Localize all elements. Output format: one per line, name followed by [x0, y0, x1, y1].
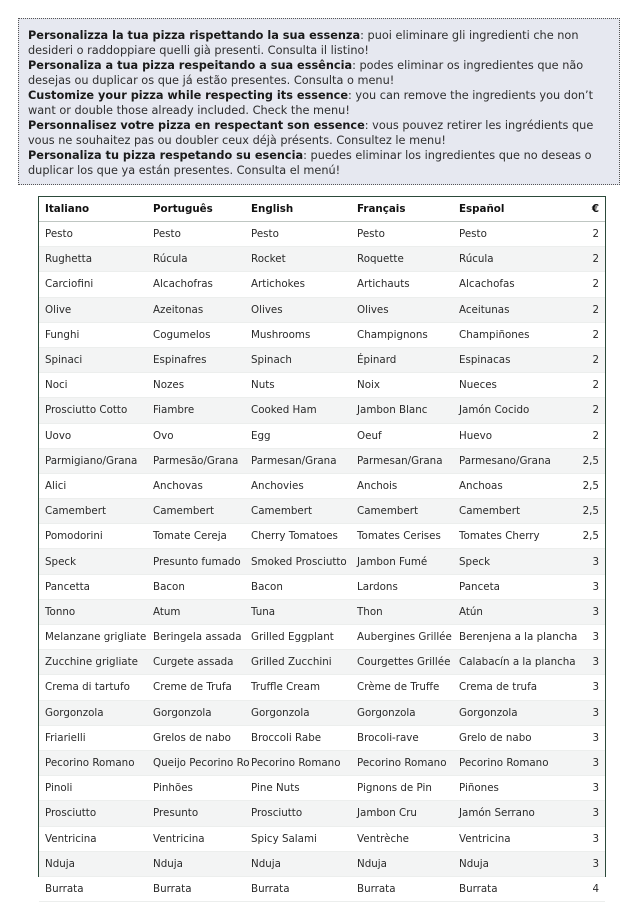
cell-price: 2	[564, 347, 605, 372]
cell-price: 3	[564, 599, 605, 624]
cell-portuguese: Presunto fumado	[147, 549, 245, 574]
cell-english: Pesto	[245, 222, 351, 247]
cell-spanish: Huevo	[453, 423, 564, 448]
cell-spanish: Espinacas	[453, 347, 564, 372]
cell-price: 2	[564, 373, 605, 398]
cell-italian: Ventricina	[39, 826, 147, 851]
cell-portuguese: Beringela assada	[147, 625, 245, 650]
table-row	[39, 876, 605, 901]
column-header-price: €	[564, 197, 605, 222]
cell-french: Jambon Cru	[351, 801, 453, 826]
cell-price: 4	[564, 876, 605, 901]
cell-spanish: Rúcula	[453, 247, 564, 272]
cell-portuguese: Parmesão/Grana	[147, 448, 245, 473]
cell-french: Gorgonzola	[351, 700, 453, 725]
cell-italian: Spinaci	[39, 347, 147, 372]
cell-price: 3	[564, 851, 605, 876]
table-row	[39, 322, 605, 347]
cell-english: Bacon	[245, 574, 351, 599]
cell-english: Cooked Ham	[245, 398, 351, 423]
cell-english: Nduja	[245, 851, 351, 876]
cell-spanish: Panceta	[453, 574, 564, 599]
cell-spanish: Piñones	[453, 776, 564, 801]
cell-french: Burrata	[351, 876, 453, 901]
cell-portuguese: Anchovas	[147, 473, 245, 498]
cell-italian: Pancetta	[39, 574, 147, 599]
cell-price: 3	[564, 801, 605, 826]
cell-price: 2,5	[564, 499, 605, 524]
cell-portuguese: Burrata	[147, 876, 245, 901]
cell-italian: Pecorino Romano	[39, 750, 147, 775]
cell-portuguese: Rúcula	[147, 247, 245, 272]
cell-french: Thon	[351, 599, 453, 624]
table-row	[39, 826, 605, 851]
cell-italian: Camembert	[39, 499, 147, 524]
cell-portuguese: Ovo	[147, 423, 245, 448]
cell-price: 3	[564, 700, 605, 725]
cell-english: Olives	[245, 297, 351, 322]
table-row	[39, 247, 605, 272]
cell-price: 2	[564, 272, 605, 297]
cell-price: 2	[564, 322, 605, 347]
table-row	[39, 549, 605, 574]
cell-french: Pecorino Romano	[351, 750, 453, 775]
cell-portuguese: Presunto	[147, 801, 245, 826]
cell-english: Prosciutto	[245, 801, 351, 826]
cell-italian: Melanzane grigliate	[39, 625, 147, 650]
cell-price: 3	[564, 675, 605, 700]
cell-portuguese: Ventricina	[147, 826, 245, 851]
cell-portuguese: Gorgonzola	[147, 700, 245, 725]
cell-french: Tomates Cerises	[351, 524, 453, 549]
cell-french: Courgettes Grillée	[351, 650, 453, 675]
table-row	[39, 801, 605, 826]
cell-spanish: Jamón Cocido	[453, 398, 564, 423]
cell-italian: Nduja	[39, 851, 147, 876]
cell-price: 3	[564, 725, 605, 750]
cell-price: 2,5	[564, 473, 605, 498]
cell-french: Pesto	[351, 222, 453, 247]
customization-notice	[18, 18, 620, 185]
cell-english: Cherry Tomatoes	[245, 524, 351, 549]
cell-italian: Noci	[39, 373, 147, 398]
table-row	[39, 448, 605, 473]
table-row	[39, 398, 605, 423]
cell-portuguese: Pinhões	[147, 776, 245, 801]
cell-english: Spicy Salami	[245, 826, 351, 851]
cell-portuguese: Pesto	[147, 222, 245, 247]
cell-spanish: Ventricina	[453, 826, 564, 851]
cell-french: Épinard	[351, 347, 453, 372]
column-header-portuguese: Português	[147, 197, 245, 222]
cell-spanish: Speck	[453, 549, 564, 574]
cell-price: 2	[564, 423, 605, 448]
cell-italian: Olive	[39, 297, 147, 322]
cell-portuguese: Tomate Cereja	[147, 524, 245, 549]
cell-spanish: Pecorino Romano	[453, 750, 564, 775]
cell-italian: Pinoli	[39, 776, 147, 801]
cell-english: Broccoli Rabe	[245, 725, 351, 750]
table-row	[39, 373, 605, 398]
table-row	[39, 423, 605, 448]
cell-portuguese: Azeitonas	[147, 297, 245, 322]
cell-french: Jambon Fumé	[351, 549, 453, 574]
cell-french: Anchois	[351, 473, 453, 498]
table-row	[39, 851, 605, 876]
cell-price: 3	[564, 750, 605, 775]
table-row	[39, 272, 605, 297]
cell-french: Nduja	[351, 851, 453, 876]
cell-portuguese: Nduja	[147, 851, 245, 876]
cell-french: Roquette	[351, 247, 453, 272]
cell-italian: Speck	[39, 549, 147, 574]
notice-french: Personnalisez votre pizza en respectant son essence: vous pouvez retirer les ingrédients que vous ne souhaitez pas ou doubler ceux déjà présents. Consultez le menu!	[28, 119, 594, 147]
cell-price: 3	[564, 776, 605, 801]
table-row	[39, 700, 605, 725]
cell-english: Egg	[245, 423, 351, 448]
notice-spanish: Personaliza tu pizza respetando su esencia: puedes eliminar los ingredientes que no deseas o duplicar los que ya están presentes. Consulta el menú!	[28, 149, 592, 177]
notice-english: Customize your pizza while respecting its essence: you can remove the ingredients you don’t want or double those already included. Check the menu!	[28, 89, 594, 117]
cell-spanish: Berenjena a la plancha	[453, 625, 564, 650]
cell-price: 2	[564, 222, 605, 247]
cell-english: Anchovies	[245, 473, 351, 498]
cell-english: Gorgonzola	[245, 700, 351, 725]
cell-spanish: Parmesano/Grana	[453, 448, 564, 473]
cell-portuguese: Atum	[147, 599, 245, 624]
cell-price: 3	[564, 625, 605, 650]
cell-spanish: Calabacín a la plancha	[453, 650, 564, 675]
table-row	[39, 675, 605, 700]
table-row	[39, 650, 605, 675]
cell-english: Camembert	[245, 499, 351, 524]
cell-french: Camembert	[351, 499, 453, 524]
cell-spanish: Burrata	[453, 876, 564, 901]
cell-english: Pine Nuts	[245, 776, 351, 801]
cell-spanish: Pesto	[453, 222, 564, 247]
cell-portuguese: Camembert	[147, 499, 245, 524]
cell-spanish: Tomates Cherry	[453, 524, 564, 549]
cell-english: Rocket	[245, 247, 351, 272]
cell-french: Jambon Blanc	[351, 398, 453, 423]
cell-french: Lardons	[351, 574, 453, 599]
cell-spanish: Champiñones	[453, 322, 564, 347]
cell-portuguese: Bacon	[147, 574, 245, 599]
cell-spanish: Anchoas	[453, 473, 564, 498]
cell-italian: Pesto	[39, 222, 147, 247]
cell-french: Oeuf	[351, 423, 453, 448]
cell-price: 2	[564, 398, 605, 423]
cell-english: Smoked Prosciutto	[245, 549, 351, 574]
cell-spanish: Grelo de nabo	[453, 725, 564, 750]
cell-french: Pignons de Pin	[351, 776, 453, 801]
cell-italian: Carciofini	[39, 272, 147, 297]
cell-price: 3	[564, 549, 605, 574]
cell-price: 2	[564, 297, 605, 322]
cell-spanish: Alcachofas	[453, 272, 564, 297]
table-row	[39, 347, 605, 372]
table-row	[39, 297, 605, 322]
cell-english: Mushrooms	[245, 322, 351, 347]
cell-italian: Burrata	[39, 876, 147, 901]
column-header-italian: Italiano	[39, 197, 147, 222]
table-row	[39, 776, 605, 801]
cell-french: Aubergines Grillée	[351, 625, 453, 650]
cell-spanish: Gorgonzola	[453, 700, 564, 725]
cell-price: 2,5	[564, 524, 605, 549]
cell-portuguese: Queijo Pecorino Ro	[147, 750, 245, 775]
cell-italian: Rughetta	[39, 247, 147, 272]
notice-italian: Personalizza la tua pizza rispettando la sua essenza: puoi eliminare gli ingredienti che non desideri o raddoppiare quelli già presenti. Consulta il listino!	[28, 29, 579, 57]
cell-italian: Zucchine grigliate	[39, 650, 147, 675]
column-header-spanish: Español	[453, 197, 564, 222]
cell-french: Artichauts	[351, 272, 453, 297]
table-row	[39, 574, 605, 599]
cell-spanish: Nduja	[453, 851, 564, 876]
cell-spanish: Jamón Serrano	[453, 801, 564, 826]
cell-italian: Crema di tartufo	[39, 675, 147, 700]
cell-french: Brocoli-rave	[351, 725, 453, 750]
cell-portuguese: Alcachofras	[147, 272, 245, 297]
cell-french: Crème de Truffe	[351, 675, 453, 700]
cell-portuguese: Espinafres	[147, 347, 245, 372]
cell-spanish: Nueces	[453, 373, 564, 398]
cell-english: Grilled Zucchini	[245, 650, 351, 675]
cell-italian: Uovo	[39, 423, 147, 448]
cell-italian: Funghi	[39, 322, 147, 347]
cell-spanish: Aceitunas	[453, 297, 564, 322]
table-header-row	[39, 197, 605, 222]
cell-english: Grilled Eggplant	[245, 625, 351, 650]
cell-spanish: Crema de trufa	[453, 675, 564, 700]
cell-english: Tuna	[245, 599, 351, 624]
cell-english: Artichokes	[245, 272, 351, 297]
table-row	[39, 599, 605, 624]
cell-spanish: Camembert	[453, 499, 564, 524]
table-row	[39, 524, 605, 549]
table-row	[39, 750, 605, 775]
cell-english: Truffle Cream	[245, 675, 351, 700]
cell-italian: Friarielli	[39, 725, 147, 750]
cell-price: 3	[564, 574, 605, 599]
cell-portuguese: Grelos de nabo	[147, 725, 245, 750]
cell-portuguese: Cogumelos	[147, 322, 245, 347]
table-row	[39, 222, 605, 247]
cell-italian: Tonno	[39, 599, 147, 624]
table-body	[39, 222, 605, 902]
ingredients-price-table	[39, 197, 605, 902]
table-row	[39, 499, 605, 524]
cell-portuguese: Fiambre	[147, 398, 245, 423]
cell-price: 3	[564, 650, 605, 675]
cell-portuguese: Creme de Trufa	[147, 675, 245, 700]
cell-french: Parmesan/Grana	[351, 448, 453, 473]
cell-price: 2	[564, 247, 605, 272]
cell-english: Nuts	[245, 373, 351, 398]
cell-english: Parmesan/Grana	[245, 448, 351, 473]
cell-french: Ventrèche	[351, 826, 453, 851]
notice-portuguese: Personaliza a tua pizza respeitando a sua essência: podes eliminar os ingredientes que não desejas ou duplicar os que já estão presentes. Consulta o menu!	[28, 59, 584, 87]
table-row	[39, 725, 605, 750]
table-row	[39, 473, 605, 498]
column-header-french: Français	[351, 197, 453, 222]
cell-italian: Pomodorini	[39, 524, 147, 549]
cell-italian: Parmigiano/Grana	[39, 448, 147, 473]
cell-english: Spinach	[245, 347, 351, 372]
cell-italian: Prosciutto	[39, 801, 147, 826]
cell-portuguese: Nozes	[147, 373, 245, 398]
cell-price: 3	[564, 826, 605, 851]
table-row	[39, 625, 605, 650]
cell-english: Pecorino Romano	[245, 750, 351, 775]
cell-english: Burrata	[245, 876, 351, 901]
cell-italian: Prosciutto Cotto	[39, 398, 147, 423]
cell-price: 2,5	[564, 448, 605, 473]
cell-portuguese: Curgete assada	[147, 650, 245, 675]
cell-italian: Gorgonzola	[39, 700, 147, 725]
cell-spanish: Atún	[453, 599, 564, 624]
column-header-english: English	[245, 197, 351, 222]
cell-french: Champignons	[351, 322, 453, 347]
cell-french: Olives	[351, 297, 453, 322]
cell-french: Noix	[351, 373, 453, 398]
cell-italian: Alici	[39, 473, 147, 498]
ingredients-table-container	[38, 196, 606, 895]
